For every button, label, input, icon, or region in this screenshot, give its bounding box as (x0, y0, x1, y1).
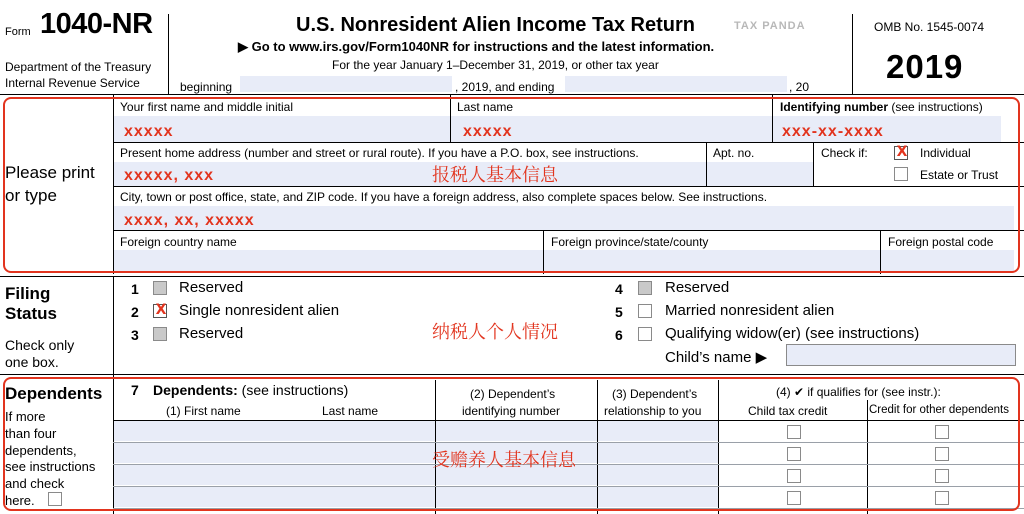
apt-label: Apt. no. (713, 146, 755, 160)
form-title: U.S. Nonresident Alien Income Tax Return (296, 14, 695, 36)
x-mark-icon: X (896, 144, 908, 160)
filing-note-1: Check only (5, 337, 75, 353)
filing-title-1: Filing (5, 284, 51, 303)
col-first-name: (1) First name (166, 404, 241, 418)
filing-checkbox-5[interactable] (638, 304, 652, 318)
filing-num-4: 4 (615, 281, 623, 297)
foreign-postal-label: Foreign postal code (888, 235, 994, 249)
filing-num-2: 2 (131, 304, 139, 320)
foreign-country-label: Foreign country name (120, 235, 237, 249)
foreign-province-label: Foreign province/state/county (551, 235, 709, 249)
col-child-tax-credit: Child tax credit (748, 404, 828, 418)
filing-checkbox-2[interactable] (153, 304, 167, 318)
dependents-side-note: If more than four dependents, see instructions and check here. (5, 409, 96, 508)
ending-suffix: , 20 (789, 80, 810, 94)
dependents-heading: Dependents: (see instructions) (153, 382, 349, 398)
filing-num-5: 5 (615, 304, 623, 320)
child-name-field[interactable] (786, 344, 1016, 366)
last-name-value: xxxxx (463, 123, 513, 140)
child-name-label: Child’s name ▶ (665, 349, 768, 366)
col-id-line-2: identifying number (462, 404, 561, 418)
city-label: City, town or post office, state, and ZIP code. If you have a foreign address, also complete spaces below. See instructions. (120, 190, 768, 204)
filing-num-1: 1 (131, 281, 139, 297)
watermark: TAX PANDA (734, 20, 806, 32)
col-rel-line-1: (3) Dependent’s (612, 387, 698, 401)
filing-label-3: Reserved (179, 325, 244, 342)
col-last-name: Last name (322, 404, 379, 418)
filing-checkbox-1[interactable] (153, 281, 167, 295)
first-name-value: xxxxx (124, 123, 174, 140)
col-other-dependents: Credit for other dependents (869, 404, 1010, 416)
filing-annotation: 纳税人个人情况 (432, 322, 558, 343)
filing-label-1: Reserved (179, 279, 244, 296)
col-id-line-1: (2) Dependent’s (470, 387, 556, 401)
dependents-title: Dependents (5, 384, 103, 403)
filing-label-6: Qualifying widow(er) (see instructions) (665, 325, 920, 342)
filing-label-2: Single nonresident alien (179, 302, 340, 319)
omb-number: OMB No. 1545-0074 (874, 20, 985, 34)
col-qualifies-heading: (4) ✔ if qualifies for (see instr.): (776, 385, 941, 399)
filing-label-5: Married nonresident alien (665, 302, 835, 319)
last-name-label: Last name (457, 100, 514, 114)
individual-label: Individual (920, 146, 971, 160)
filing-checkbox-6[interactable] (638, 327, 652, 341)
print-label-2: or type (5, 186, 57, 205)
filing-note-2: one box. (5, 354, 59, 370)
x-mark-icon: X (155, 302, 167, 318)
check-if-label: Check if: (821, 146, 868, 160)
col-rel-line-2: relationship to you (604, 404, 702, 418)
goto-line: ▶ Go to www.irs.gov/Form1040NR for instructions and the latest information. (238, 39, 715, 54)
beginning-label: beginning (180, 80, 233, 94)
filing-label-4: Reserved (665, 279, 730, 296)
id-number-label: Identifying number (see instructions) (780, 100, 983, 114)
filing-num-3: 3 (131, 327, 139, 343)
ending-label: , 2019, and ending (455, 80, 555, 94)
city-value: xxxx, xx, xxxxx (124, 212, 255, 229)
form-label: Form (5, 26, 31, 38)
year-line: For the year January 1–December 31, 2019, or other tax year (332, 58, 659, 72)
filing-num-6: 6 (615, 327, 623, 343)
address-label: Present home address (number and street or rural route). If you have a P.O. box, see instructions. (120, 146, 639, 160)
taxpayer-annotation: 报税人基本信息 (432, 165, 558, 186)
print-label-1: Please print (5, 163, 95, 182)
address-value: xxxxx, xxx (124, 167, 215, 184)
filing-title-2: Status (5, 304, 57, 323)
form-number: 1040-NR (40, 8, 153, 40)
dependents-line-num: 7 (131, 382, 139, 398)
estate-trust-label: Estate or Trust (920, 168, 999, 182)
dependents-annotation: 受赡养人基本信息 (432, 450, 576, 471)
dept-line-2: Internal Revenue Service (5, 76, 140, 90)
dept-line-1: Department of the Treasury (5, 60, 152, 74)
first-name-label: Your first name and middle initial (120, 100, 293, 114)
taxpayer-highlight-frame (3, 97, 1020, 273)
filing-checkbox-4[interactable] (638, 281, 652, 295)
dependents-highlight-frame (3, 377, 1020, 511)
ending-date-field[interactable] (565, 76, 787, 92)
tax-year: 2019 (886, 48, 964, 85)
filing-checkbox-3[interactable] (153, 327, 167, 341)
beginning-date-field[interactable] (240, 76, 452, 92)
id-number-value: xxx-xx-xxxx (782, 123, 884, 140)
